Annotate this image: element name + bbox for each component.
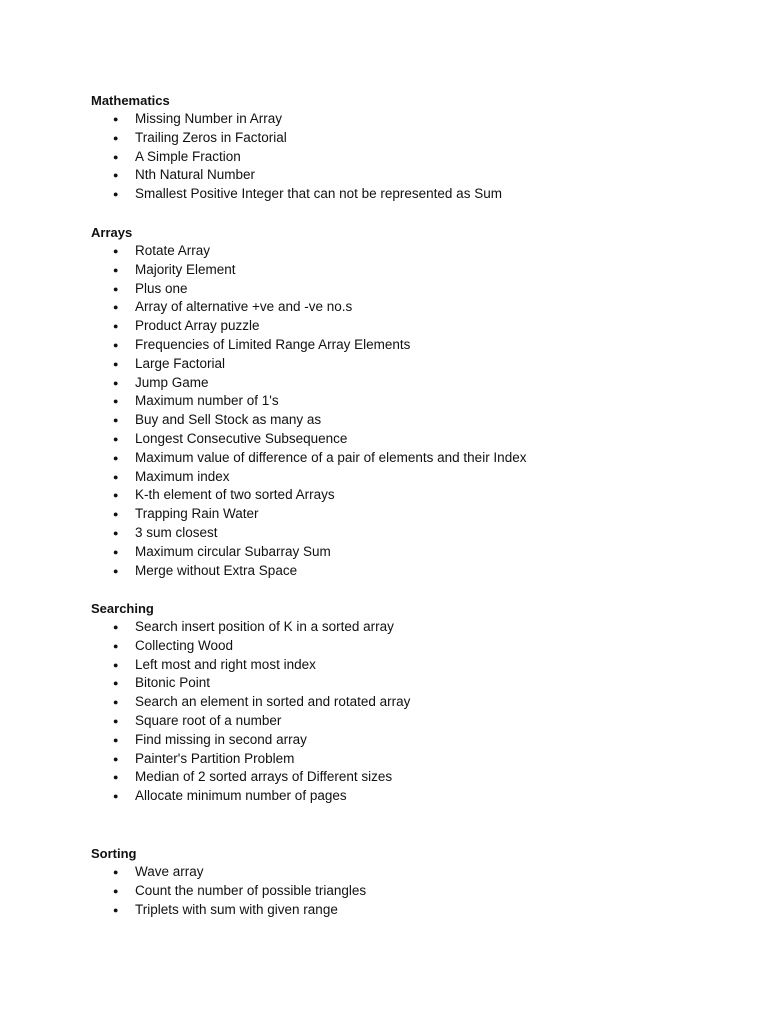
- list-item: [91, 712, 731, 731]
- list-item: [91, 468, 731, 487]
- list-item: [91, 166, 731, 185]
- list-item-text: Allocate minimum number of pages: [135, 788, 347, 804]
- bullet-icon: ●: [113, 659, 119, 670]
- list-item-text: Array of alternative +ve and -ve no.s: [135, 299, 353, 315]
- list-item-text: Majority Element: [135, 261, 236, 277]
- bullet-icon: ●: [113, 151, 119, 162]
- list-item: [91, 863, 731, 882]
- bullet-icon: ●: [113, 791, 119, 802]
- list-item-text: Count the number of possible triangles: [135, 882, 367, 898]
- bullet-icon: ●: [113, 170, 119, 181]
- bullet-icon: ●: [113, 114, 119, 124]
- list-item: [91, 637, 731, 656]
- section-searching: [91, 599, 731, 806]
- list-item: [91, 618, 731, 637]
- bullet-icon: ●: [113, 867, 119, 877]
- list-item: [91, 674, 731, 693]
- list-item-text: Product Array puzzle: [135, 318, 260, 334]
- bullet-icon: ●: [113, 904, 119, 915]
- list-item: [91, 129, 731, 148]
- list-item: [91, 392, 731, 411]
- list-item: [91, 486, 731, 505]
- list-item: [91, 411, 731, 430]
- bullet-icon: ●: [113, 734, 119, 745]
- list-item: [91, 882, 731, 901]
- list-item-text: Trailing Zeros in Factorial: [135, 129, 287, 145]
- bullet-icon: ●: [113, 396, 119, 407]
- list-item-text: Maximum value of difference of a pair of elements and their Index: [135, 449, 527, 465]
- list-item-text: 3 sum closest: [135, 524, 218, 540]
- list-item-text: Plus one: [135, 280, 188, 296]
- list-item-text: Collecting Wood: [135, 637, 234, 653]
- section-heading: Sorting: [91, 846, 137, 861]
- list-item: [91, 185, 731, 204]
- list-item-text: Smallest Positive Integer that can not be represented as Sum: [135, 186, 502, 202]
- bullet-icon: ●: [113, 283, 119, 294]
- list-item-text: Merge without Extra Space: [135, 562, 298, 578]
- list-item-text: Square root of a number: [135, 712, 282, 728]
- section-arrays: [91, 223, 731, 580]
- list-item: [91, 656, 731, 675]
- bullet-icon: ●: [113, 264, 119, 275]
- bullet-icon: ●: [113, 678, 119, 689]
- list-item-text: Large Factorial: [135, 355, 226, 371]
- bullet-icon: ●: [113, 622, 119, 632]
- list-item: [91, 562, 731, 581]
- bullet-icon: ●: [113, 132, 119, 143]
- list-item: [91, 901, 731, 920]
- list-item-text: Nth Natural Number: [135, 167, 256, 183]
- list-item-text: K-th element of two sorted Arrays: [135, 487, 335, 503]
- list-item: [91, 242, 731, 261]
- topic-list: [91, 863, 731, 919]
- list-item-text: Buy and Sell Stock as many as: [135, 412, 322, 428]
- topic-list: [91, 110, 731, 204]
- list-item: [91, 543, 731, 562]
- list-item-text: Find missing in second array: [135, 731, 307, 747]
- section-sorting: [91, 844, 731, 919]
- list-item-text: Maximum number of 1's: [135, 393, 279, 409]
- bullet-icon: ●: [113, 321, 119, 332]
- list-item: [91, 261, 731, 280]
- bullet-icon: ●: [113, 433, 119, 444]
- list-item: [91, 336, 731, 355]
- bullet-icon: ●: [113, 715, 119, 726]
- list-item: [91, 298, 731, 317]
- topic-list: [91, 618, 731, 806]
- bullet-icon: ●: [113, 377, 119, 388]
- section-heading: Mathematics: [91, 93, 170, 108]
- list-item: [91, 148, 731, 167]
- list-item: [91, 430, 731, 449]
- list-item-text: Longest Consecutive Subsequence: [135, 430, 348, 446]
- section-mathematics: [91, 91, 731, 204]
- list-item: [91, 693, 731, 712]
- bullet-icon: ●: [113, 565, 119, 576]
- bullet-icon: ●: [113, 246, 119, 256]
- bullet-icon: ●: [113, 302, 119, 313]
- bullet-icon: ●: [113, 697, 119, 708]
- bullet-icon: ●: [113, 471, 119, 482]
- section-heading: Searching: [91, 601, 154, 616]
- list-item-text: Left most and right most index: [135, 656, 316, 672]
- bullet-icon: ●: [113, 772, 119, 783]
- list-item-text: A Simple Fraction: [135, 148, 241, 164]
- list-item: [91, 280, 731, 299]
- list-item-text: Painter's Partition Problem: [135, 750, 295, 766]
- list-item: [91, 768, 731, 787]
- bullet-icon: ●: [113, 753, 119, 764]
- list-item: [91, 787, 731, 806]
- list-item-text: Maximum index: [135, 468, 230, 484]
- list-item-text: Missing Number in Array: [135, 111, 283, 126]
- list-item: [91, 731, 731, 750]
- list-item: [91, 374, 731, 393]
- bullet-icon: ●: [113, 189, 119, 200]
- list-item-text: Frequencies of Limited Range Array Elements: [135, 336, 411, 352]
- section-heading: Arrays: [91, 225, 133, 240]
- bullet-icon: ●: [113, 452, 119, 463]
- list-item: [91, 505, 731, 524]
- list-item-text: Search insert position of K in a sorted array: [135, 619, 394, 634]
- bullet-icon: ●: [113, 509, 119, 520]
- list-item: [91, 524, 731, 543]
- list-item-text: Bitonic Point: [135, 675, 211, 691]
- list-item-text: Rotate Array: [135, 243, 211, 258]
- list-item: [91, 317, 731, 336]
- list-item-text: Trapping Rain Water: [135, 506, 259, 522]
- list-item-text: Median of 2 sorted arrays of Different sizes: [135, 769, 393, 785]
- bullet-icon: ●: [113, 415, 119, 426]
- list-item: [91, 750, 731, 769]
- list-item: [91, 110, 731, 129]
- list-item-text: Maximum circular Subarray Sum: [135, 543, 331, 559]
- list-item-text: Search an element in sorted and rotated array: [135, 694, 411, 710]
- list-item-text: Triplets with sum with given range: [135, 901, 338, 917]
- bullet-icon: ●: [113, 527, 119, 538]
- list-item: [91, 449, 731, 468]
- bullet-icon: ●: [113, 490, 119, 501]
- list-item: [91, 355, 731, 374]
- bullet-icon: ●: [113, 339, 119, 350]
- bullet-icon: ●: [113, 640, 119, 651]
- bullet-icon: ●: [113, 546, 119, 557]
- topic-list: [91, 242, 731, 580]
- bullet-icon: ●: [113, 358, 119, 369]
- bullet-icon: ●: [113, 885, 119, 896]
- list-item-text: Jump Game: [135, 374, 209, 390]
- list-item-text: Wave array: [135, 864, 204, 879]
